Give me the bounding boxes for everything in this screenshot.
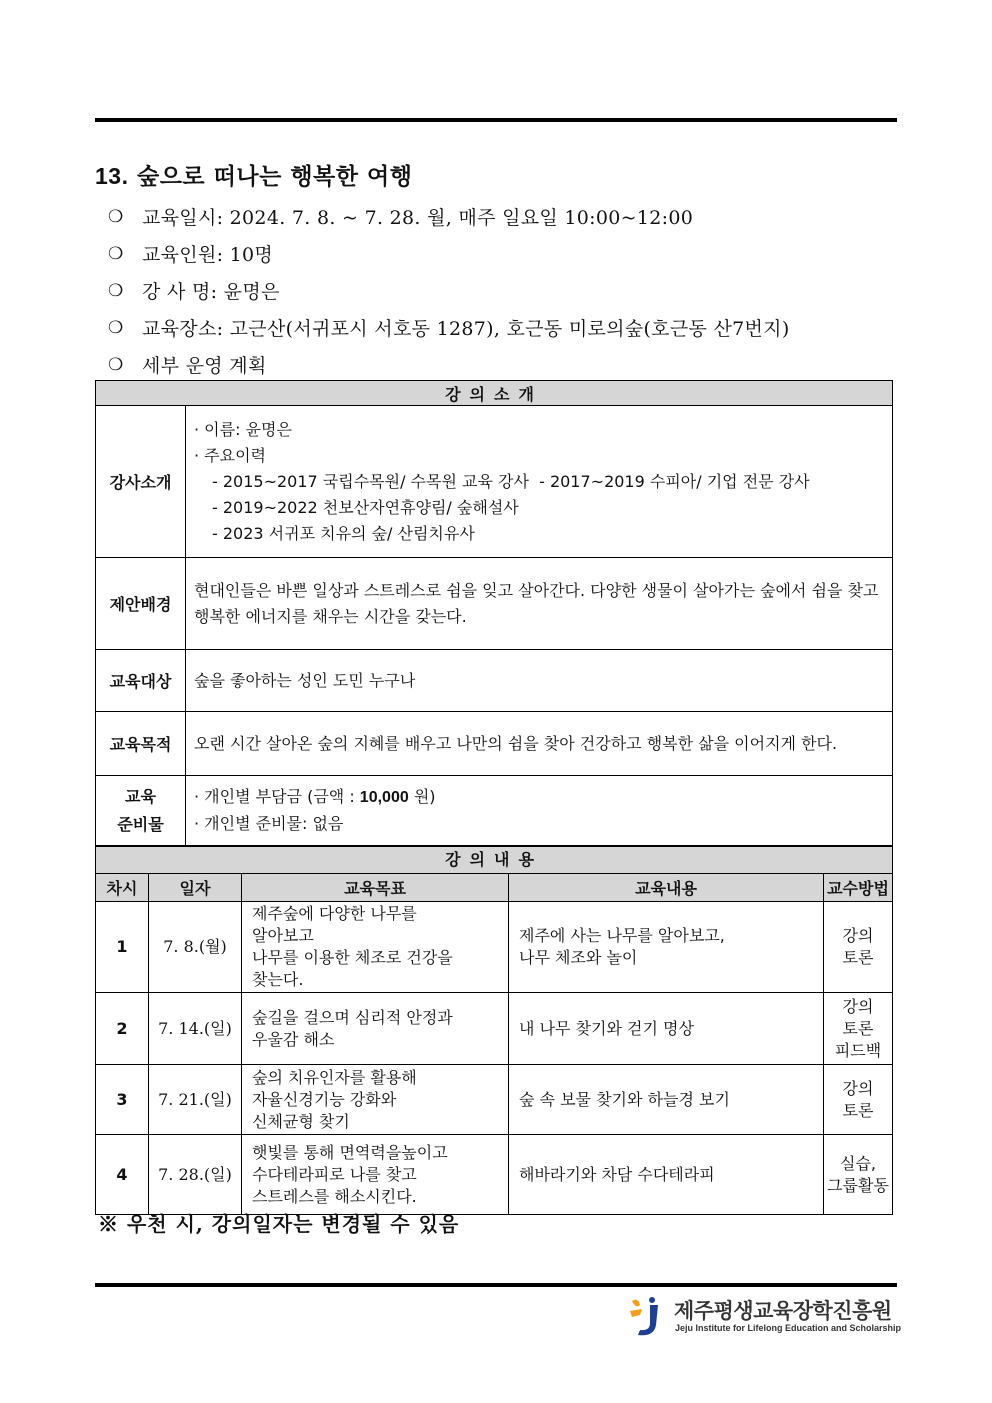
info-list bbox=[108, 198, 790, 383]
bullet-icon: ❍ bbox=[108, 317, 124, 338]
supplies-label: 교육 준비물 bbox=[96, 776, 186, 846]
table-row bbox=[96, 993, 893, 1065]
institute-logo bbox=[628, 1295, 902, 1337]
career-item: - 2019~2022 천보산자연휴양림/ 숲해설사 bbox=[212, 497, 519, 517]
instructor-row bbox=[96, 406, 893, 558]
top-rule bbox=[95, 118, 897, 122]
session-goal: 제주숲에 다양한 나무를 알아보고 나무를 이용한 체조로 건강을 찾는다. bbox=[242, 902, 509, 993]
career-item: - 2023 서귀포 치유의 숲/ 산림치유사 bbox=[212, 523, 475, 543]
col-content: 교육내용 bbox=[509, 874, 824, 902]
supplies-row bbox=[96, 776, 893, 846]
info-item-capacity: ❍ 교육인원: 10명 bbox=[108, 243, 274, 266]
info-item-plan: ❍ 세부 운영 계획 bbox=[108, 354, 267, 377]
logo-korean-text: 제주평생교육장학진흥원 bbox=[674, 1299, 892, 1323]
session-no: 4 bbox=[96, 1135, 149, 1215]
session-goal: 숲길을 걸으며 심리적 안정과 우울감 해소 bbox=[242, 993, 509, 1065]
col-goal: 교육목표 bbox=[242, 874, 509, 902]
col-date: 일자 bbox=[149, 874, 242, 902]
background-text: 현대인들은 바쁜 일상과 스트레스로 쉼을 잊고 살아간다. 다양한 생물이 살아가는 숲에서 쉼을 찾고 행복한 에너지를 채우는 시간을 갖는다. bbox=[186, 558, 893, 650]
bullet-icon: ❍ bbox=[108, 243, 124, 264]
supplies-content bbox=[186, 776, 893, 846]
session-method: 강의 토론 bbox=[824, 1065, 893, 1135]
institute-logo-icon bbox=[628, 1295, 664, 1337]
instructor-name: · 이름: 윤명은 bbox=[194, 419, 292, 439]
session-content: 해바라기와 차담 수다테라피 bbox=[509, 1135, 824, 1215]
session-goal: 숲의 치유인자를 활용해 자율신경기능 강화와 신체균형 찾기 bbox=[242, 1065, 509, 1135]
career-item: - 2015~2017 국립수목원/ 수목원 교육 강사 - 2017~2019 수피아/ 기업 전문 강사 bbox=[212, 471, 810, 491]
rain-notice: ※ 우천 시, 강의일자는 변경될 수 있음 bbox=[98, 1212, 460, 1236]
supplies-fee: · 개인별 부담금 (금액 : 10,000 원) bbox=[194, 787, 436, 806]
table-row bbox=[96, 1135, 893, 1215]
info-item-date: ❍ 교육일시: 2024. 7. 8. ~ 7. 28. 월, 매주 일요일 10:00~12:00 bbox=[108, 206, 694, 229]
schedule-table bbox=[95, 846, 893, 1215]
session-no: 2 bbox=[96, 993, 149, 1065]
target-text: 숲을 좋아하는 성인 도민 누구나 bbox=[186, 650, 893, 712]
career-title: · 주요이력 bbox=[194, 445, 266, 465]
schedule-header-row bbox=[96, 874, 893, 902]
supplies-items: · 개인별 준비물: 없음 bbox=[194, 814, 344, 833]
table-row bbox=[96, 1065, 893, 1135]
bottom-rule bbox=[95, 1283, 897, 1287]
bullet-icon: ❍ bbox=[108, 280, 124, 301]
goal-row bbox=[96, 712, 893, 776]
session-no: 1 bbox=[96, 902, 149, 993]
logo-english-text: Jeju Institute for Lifelong Education and Scholarship bbox=[675, 1323, 902, 1333]
session-content: 숲 속 보물 찾기와 하늘경 보기 bbox=[509, 1065, 824, 1135]
background-label: 제안배경 bbox=[96, 558, 186, 650]
title-text: 숲으로 떠나는 행복한 여행 bbox=[137, 164, 413, 190]
session-content: 내 나무 찾기와 걷기 명상 bbox=[509, 993, 824, 1065]
info-item-location: ❍ 교육장소: 고근산(서귀포시 서호동 1287), 호근동 미로의숲(호근동 산7번지) bbox=[108, 317, 790, 340]
col-session: 차시 bbox=[96, 874, 149, 902]
instructor-content bbox=[186, 406, 893, 558]
schedule-section-header: 강의내용 bbox=[96, 847, 893, 874]
session-date: 7. 28.(일) bbox=[149, 1135, 242, 1215]
bullet-icon: ❍ bbox=[108, 354, 124, 375]
col-method: 교수방법 bbox=[824, 874, 893, 902]
goal-label: 교육목적 bbox=[96, 712, 186, 776]
instructor-label: 강사소개 bbox=[96, 406, 186, 558]
session-goal: 햇빛를 통해 면역력을높이고 수다테라피로 나를 찾고 스트레스를 해소시킨다. bbox=[242, 1135, 509, 1215]
info-item-instructor: ❍ 강 사 명: 윤명은 bbox=[108, 280, 280, 303]
session-method: 강의 토론 피드백 bbox=[824, 993, 893, 1065]
bullet-icon: ❍ bbox=[108, 206, 124, 227]
session-date: 7. 21.(일) bbox=[149, 1065, 242, 1135]
background-row bbox=[96, 558, 893, 650]
goal-text: 오랜 시간 살아온 숲의 지혜를 배우고 나만의 쉼을 찾아 건강하고 행복한 삶을 이어지게 한다. bbox=[186, 712, 893, 776]
intro-section-header: 강의소개 bbox=[96, 381, 893, 406]
table-row bbox=[96, 902, 893, 993]
title-number: 13. bbox=[95, 163, 129, 189]
session-content: 제주에 사는 나무를 알아보고, 나무 체조와 놀이 bbox=[509, 902, 824, 993]
fee-amount: 10,000 bbox=[359, 789, 409, 806]
intro-table bbox=[95, 380, 893, 846]
session-no: 3 bbox=[96, 1065, 149, 1135]
session-method: 강의 토론 bbox=[824, 902, 893, 993]
target-row bbox=[96, 650, 893, 712]
target-label: 교육대상 bbox=[96, 650, 186, 712]
session-date: 7. 14.(일) bbox=[149, 993, 242, 1065]
page-title bbox=[95, 158, 412, 191]
session-date: 7. 8.(월) bbox=[149, 902, 242, 993]
session-method: 실습, 그룹활동 bbox=[824, 1135, 893, 1215]
